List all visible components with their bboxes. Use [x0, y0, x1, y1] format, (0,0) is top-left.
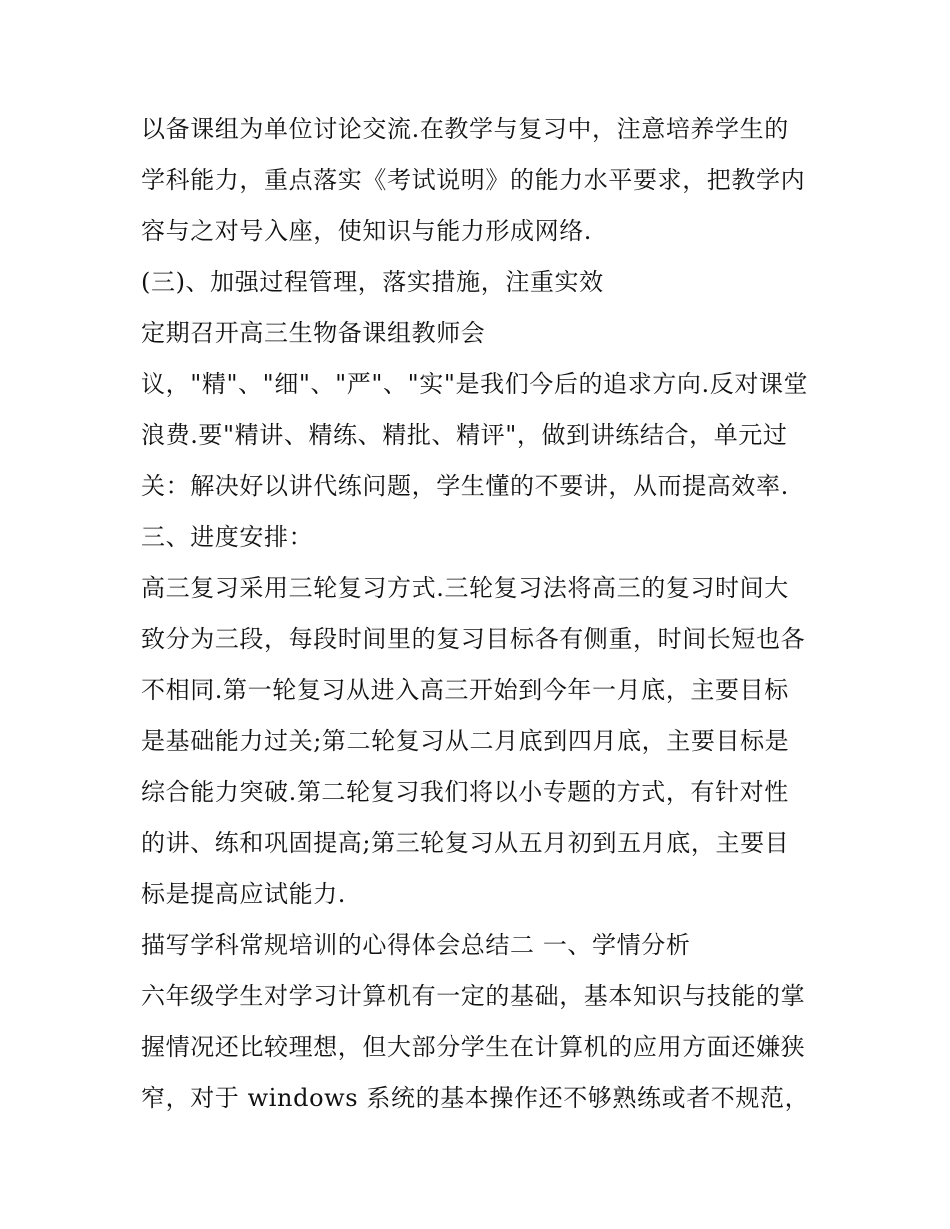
text-line: 综合能力突破.第二轮复习我们将以小专题的方式，有针对性 — [141, 778, 789, 806]
text-line: 握情况还比较理想，但大部分学生在计算机的应用方面还嫌狭 — [141, 1033, 806, 1061]
text-line: 标是提高应试能力. — [141, 880, 347, 908]
section-heading: 三、进度安排： — [141, 523, 314, 551]
text-line: 以备课组为单位讨论交流.在教学与复习中，注意培养学生的 — [141, 115, 789, 143]
text-line: 高三复习采用三轮复习方式.三轮复习法将高三的复习时间大 — [141, 574, 789, 602]
text-line: 定期召开高三生物备课组教师会 — [141, 319, 486, 347]
document-body — [141, 104, 831, 1124]
text-line: 不相同.第一轮复习从进入高三开始到今年一月底，主要目标 — [141, 676, 789, 704]
text-line: 学科能力，重点落实《考试说明》的能力水平要求，把教学内 — [141, 166, 806, 194]
text-line: 六年级学生对学习计算机有一定的基础，基本知识与技能的掌 — [141, 982, 806, 1010]
text-line: 容与之对号入座，使知识与能力形成网络. — [141, 217, 593, 245]
text-line: 的讲、练和巩固提高;第三轮复习从五月初到五月底，主要目 — [141, 829, 790, 857]
text-line: 致分为三段，每段时间里的复习目标各有侧重，时间长短也各 — [141, 625, 806, 653]
section-heading: (三)、加强过程管理，落实措施，注重实效 — [141, 268, 604, 296]
text-line: 窄，对于 windows 系统的基本操作还不够熟练或者不规范， — [141, 1084, 810, 1112]
text-line: 浪费.要"精讲、精练、精批、精评"，做到讲练结合，单元过 — [141, 421, 788, 449]
text-line: 是基础能力过关;第二轮复习从二月底到四月底，主要目标是 — [141, 727, 790, 755]
text-line: 议，"精"、"细"、"严"、"实"是我们今后的追求方向.反对课堂 — [141, 370, 809, 398]
section-heading: 描写学科常规培训的心得体会总结二 一、学情分析 — [141, 931, 691, 959]
text-line: 关：解决好以讲代练问题，学生懂的不要讲，从而提高效率. — [141, 472, 789, 500]
